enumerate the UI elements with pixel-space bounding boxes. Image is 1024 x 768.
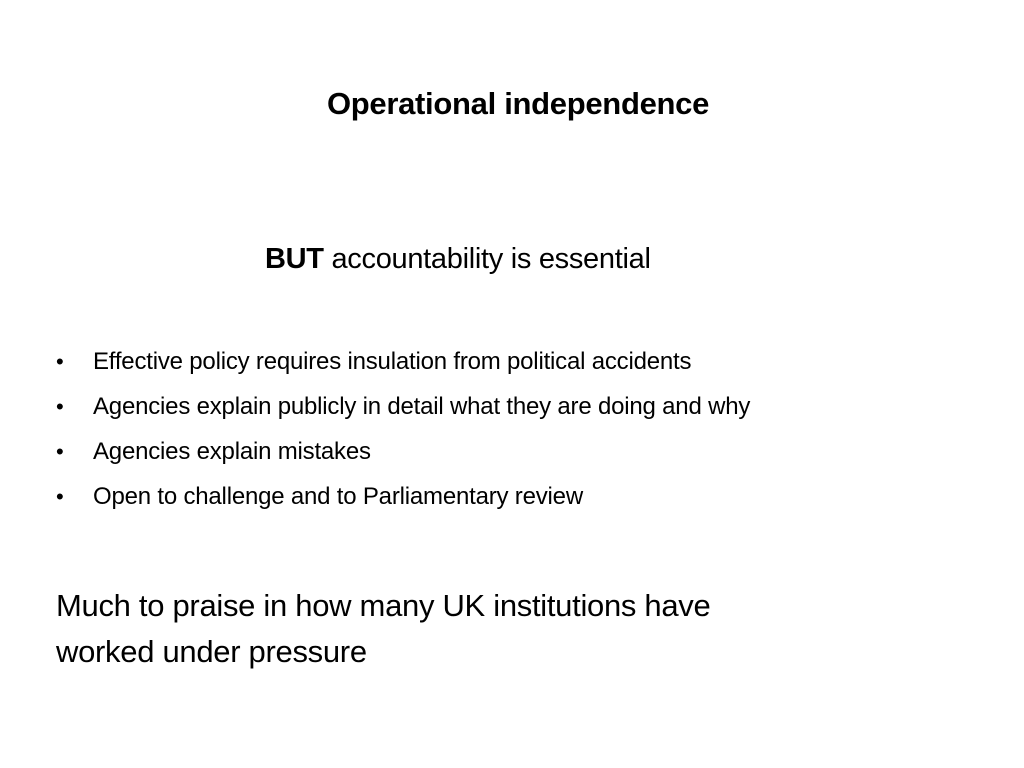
bullet-icon: • (56, 484, 64, 509)
bullet-text: Agencies explain publicly in detail what they are doing and why (93, 393, 751, 420)
bullet-icon: • (56, 394, 64, 419)
subhead-text: accountability is essential (323, 243, 651, 275)
bullet-icon: • (56, 439, 64, 464)
closing-line-2: worked under pressure (56, 634, 367, 669)
bullet-text: Effective policy requires insulation from political accidents (93, 348, 692, 375)
bullet-text: Agencies explain mistakes (93, 438, 371, 465)
closing-statement (56, 583, 956, 675)
bullet-icon: • (56, 349, 64, 374)
closing-line-1: Much to praise in how many UK institutions have (56, 588, 711, 623)
bullet-text: Open to challenge and to Parliamentary review (93, 483, 583, 510)
subhead-emphasis: BUT (265, 243, 324, 275)
subhead (265, 238, 651, 280)
slide-title: Operational independence (326, 86, 710, 121)
